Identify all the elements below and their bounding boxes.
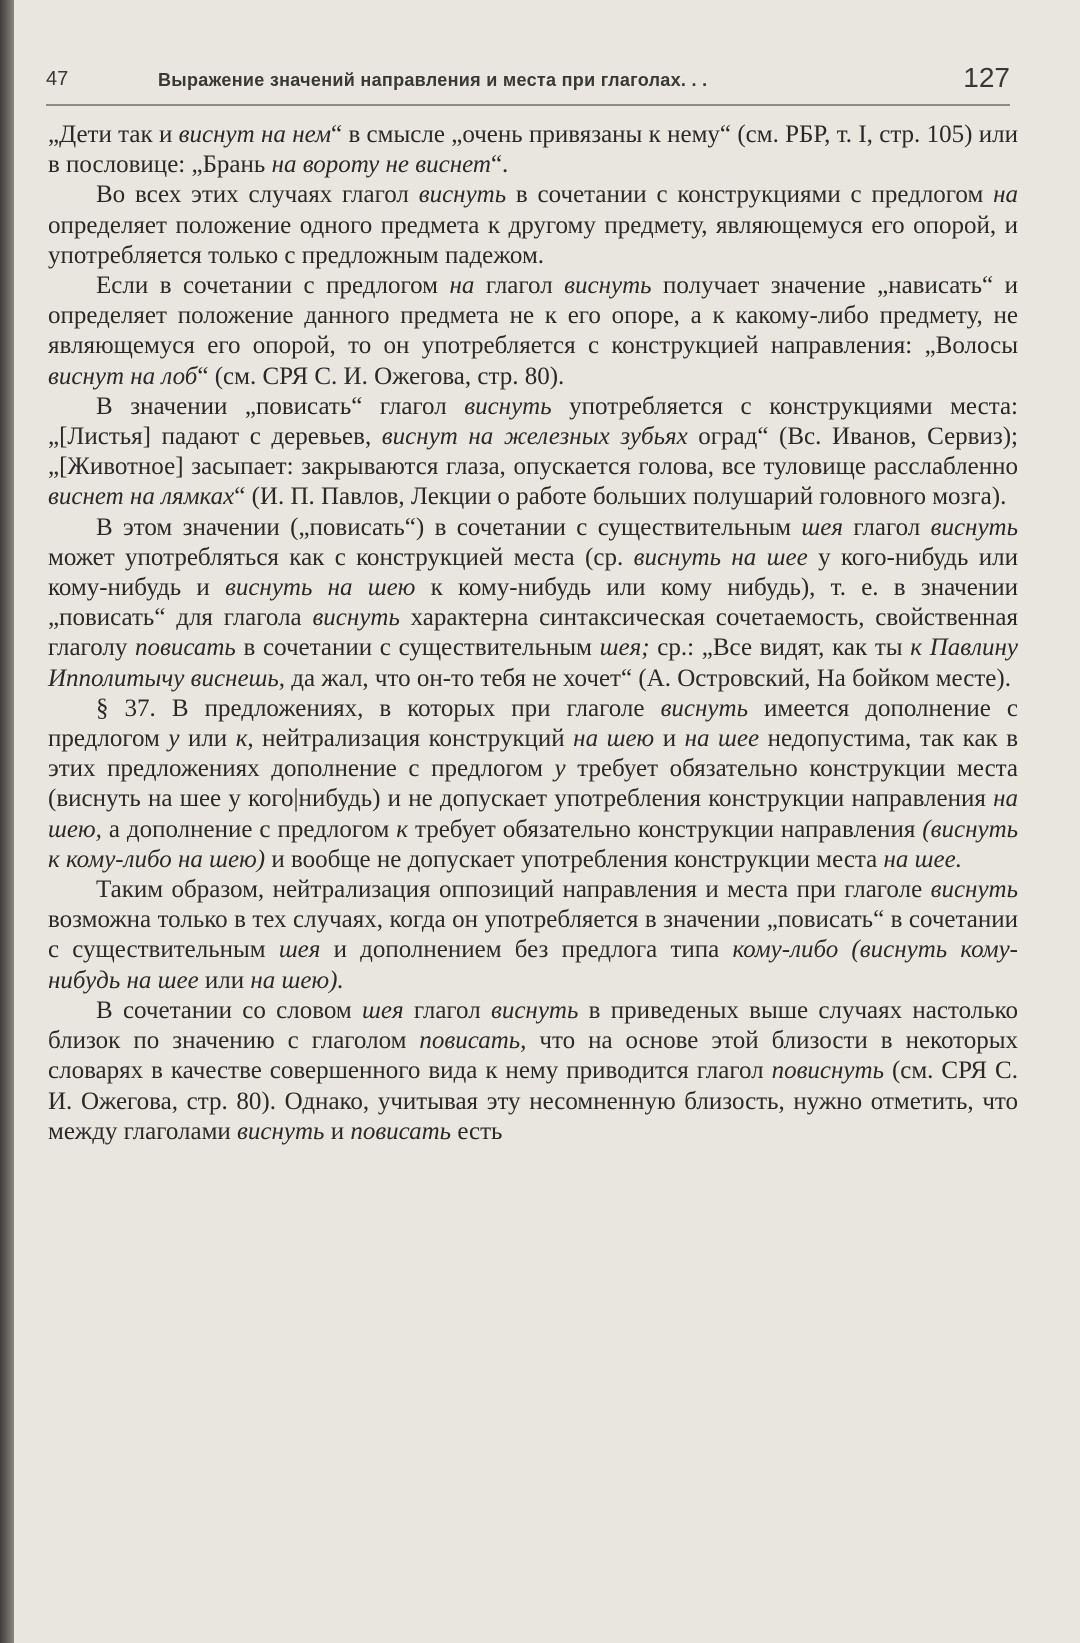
book-binding-shadow bbox=[0, 0, 14, 1643]
paragraph-4: В значении „повисать“ глагол виснуть употребляется с конструкциями места: „[Листья] падают с деревьев, виснут на железных зубьях оград“ (Вс. Иванов, Сервиз); „[Животное] засыпает: закрываются глаза, опускается голова, все туловище расслабленно виснет на лямках“ (И. П. Павлов, Лекции о работе больших полушарий головного мозга). bbox=[48, 392, 1018, 511]
paragraph-7: Таким образом, нейтрализация оппозиций направления и места при глаголе виснуть возможна только в тех случаях, когда он употребляется в значении „повисать“ в сочетании с существительным шея и дополнением без предлога типа кому-либо (виснуть кому-нибудь на шее или на шею). bbox=[48, 876, 1018, 994]
paragraph-3: Если в сочетании с предлогом на глагол виснуть получает значение „нависать“ и определяет положение данного предмета не к его опоре, а к какому-либо предмету, не являющемуся его опорой, то он употребляется с конструкцией направления: „Волосы виснут на лоб“ (см. СРЯ С. И. Ожегова, стр. 80). bbox=[48, 272, 1018, 390]
running-header bbox=[46, 62, 1010, 106]
paragraph-2: Во всех этих случаях глагол виснуть в сочетании с конструкциями с предлогом на определяет положение одного предмета к другому предмету, являющемуся его опорой, и употребляется только с предложным падежом. bbox=[48, 181, 1019, 269]
page-number: 127 bbox=[963, 62, 1010, 93]
paragraph-5: В этом значении („повисать“) в сочетании с существительным шея глагол виснуть может употребляться как с конструкцией места (ср. виснуть на шее у кого-нибудь или кому-нибудь и виснуть на шею к кому-нибудь или кому нибудь), т. е. в значении „повисать“ для глагола виснуть характерна синтаксическая сочетаемость, свойственная глаголу повисать в сочетании с существительным шея; ср.: „Все видят, как ты к Павлину Ипполитычу виснешь, да жал, что он-то тебя не хочет“ (А. Островский, На бойком месте). bbox=[48, 513, 1019, 692]
page-body bbox=[48, 120, 1018, 1147]
book-page bbox=[14, 0, 1080, 1643]
paragraph-6: § 37. В предложениях, в которых при глаголе виснуть имеется дополнение с предлогом у или к, нейтрализация конструкций на шею и на шее недопустима, так как в этих предложениях дополнение с предлогом у требует обязательно конструкции места (виснуть на шее у кого|нибудь) и не допускает употребления конструкции направления на шею, а дополнение с предлогом к требует обязательно конструкции направления (виснуть к кому-либо на шею) и вообще не допускает употребления конструкции места на шее. bbox=[48, 694, 1019, 873]
running-title: Выражение значений направления и места при глаголах. . . bbox=[158, 70, 708, 90]
section-number: 47 bbox=[46, 68, 69, 90]
paragraph-1: „Дети так и виснут на нем“ в смысле „очень привязаны к нему“ (см. РБР, т. I, стр. 105) или в пословице: „Брань на вороту не виснет“. bbox=[48, 121, 1018, 179]
paragraph-8: В сочетании со словом шея глагол виснуть в приведеных выше случаях настолько близок по значению с глаголом повисать, что на основе этой близости в некоторых словарях в качестве совершенного вида к нему приводится глагол повиснуть (см. СРЯ С. И. Ожегова, стр. 80). Однако, учитывая эту несомненную близость, нужно отметить, что между глаголами виснуть и повисать есть bbox=[48, 996, 1019, 1145]
